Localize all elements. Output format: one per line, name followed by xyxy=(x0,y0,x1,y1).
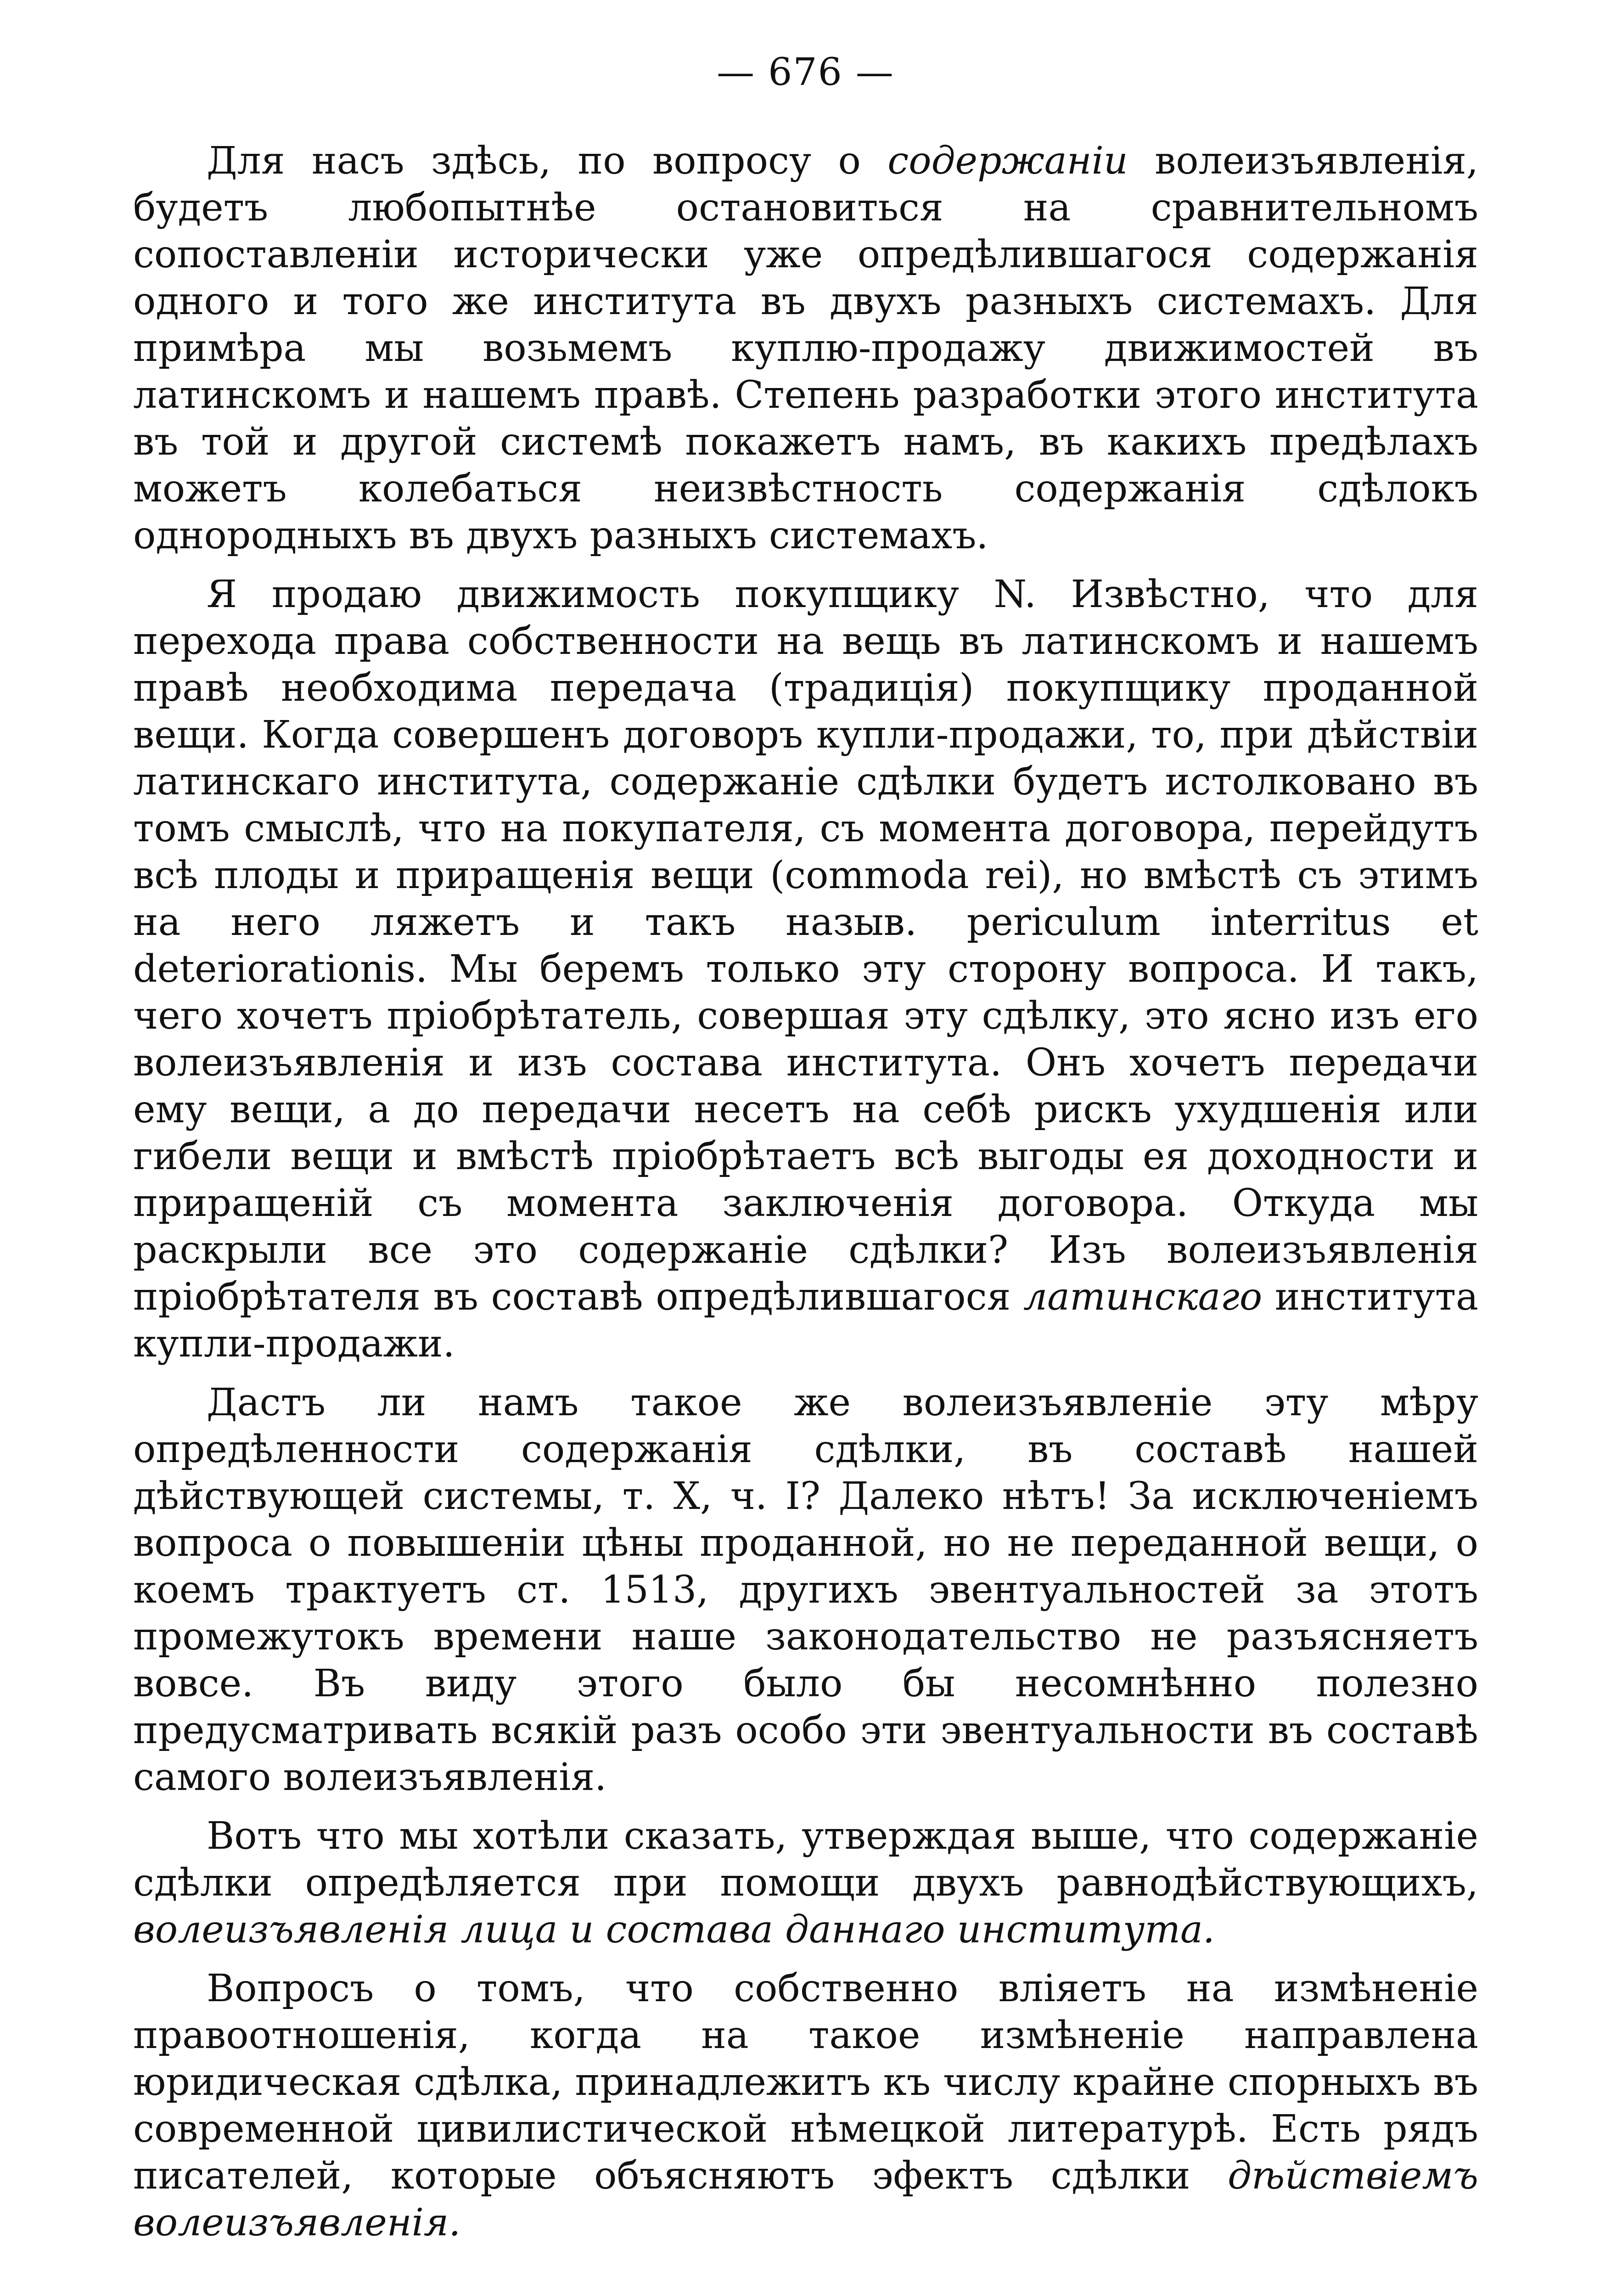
italic-term: дѣйствіемъ волеизъявленія. xyxy=(133,2154,1478,2245)
paragraph-text: Для насъ здѣсь, по вопросу о xyxy=(207,139,888,183)
paragraph-1 xyxy=(133,138,1478,559)
paragraph-text: института купли-продажи. xyxy=(133,1275,1478,1366)
paragraph-text: Дастъ ли намъ такое же волеизъявленіе эту мѣру опредѣленности содержанія сдѣлки, въ составѣ нашей дѣйствующей системы, т. X, ч. I? Далеко нѣтъ! За исключеніемъ вопроса о повышеніи цѣны проданной, но не переданной вещи, о коемъ трактуетъ ст. 1513, другихъ эвентуальностей за этотъ промежутокъ времени наше законодательство не разъясняетъ вовсе. Въ виду этого было бы несомнѣнно полезно предусматривать всякій разъ особо эти эвентуальности въ составѣ самого волеизъявленія. xyxy=(133,1381,1478,1799)
italic-term: латинскаго xyxy=(1023,1275,1263,1319)
page-number: — 676 — xyxy=(717,51,894,94)
paragraph-2 xyxy=(133,571,1478,1367)
italic-term: содержаніи xyxy=(887,139,1128,183)
paragraph-5 xyxy=(133,1965,1478,2246)
paragraph-text: волеизъявленія, будетъ любопытнѣе остановиться на сравнительномъ сопоставленіи исторически уже опредѣлившагося содержанія одного и того же института въ двухъ разныхъ системахъ. Для примѣра мы возьмемъ куплю-продажу движимостей въ латинскомъ и нашемъ правѣ. Степень разработки этого института въ той и другой системѣ покажетъ намъ, въ какихъ предѣлахъ можетъ колебаться неизвѣстность содержанія сдѣлокъ однородныхъ въ двухъ разныхъ системахъ. xyxy=(133,139,1478,557)
paragraph-4 xyxy=(133,1813,1478,1953)
paragraph-text: Вотъ что мы хотѣли сказать, утверждая выше, что содержаніе сдѣлки опредѣляется при помощи двухъ равнодѣйствующихъ, xyxy=(133,1814,1478,1905)
paragraph-text: Вопросъ о томъ, что собственно вліяетъ на измѣненіе правоотношенія, когда на такое измѣненіе направлена юридическая сдѣлка, принадлежитъ къ числу крайне спорныхъ въ современной цивилистической нѣмецкой литературѣ. Есть рядъ писателей, которые объясняютъ эфектъ сдѣлки xyxy=(133,1967,1478,2198)
italic-term: волеизъявленія лица и состава даннаго института. xyxy=(133,1908,1215,1952)
paragraph-3 xyxy=(133,1379,1478,1801)
body-text xyxy=(133,138,1478,2258)
paragraph-text: Я продаю движимость покупщику N. Извѣстно, что для перехода права собственности на вещь въ латинскомъ и нашемъ правѣ необходима передача (традиція) покупщику проданной вещи. Когда совершенъ договоръ купли-продажи, то, при дѣйствіи латинскаго института, содержаніе сдѣлки будетъ истолковано въ томъ смыслѣ, что на покупателя, съ момента договора, перейдутъ всѣ плоды и приращенія вещи (commoda rei), но вмѣстѣ съ этимъ на него ляжетъ и такъ назыв. periculum interritus et deteriorationis. Мы беремъ только эту сторону вопроса. И такъ, чего хочетъ пріобрѣтатель, совершая эту сдѣлку, это ясно изъ его волеизъявленія и изъ состава института. Онъ хочетъ передачи ему вещи, а до передачи несетъ на себѣ рискъ ухудшенія или гибели вещи и вмѣстѣ пріобрѣтаетъ всѣ выгоды ея доходности и приращеній съ момента заключенія договора. Откуда мы раскрыли все это содержаніе сдѣлки? Изъ волеизъявленія пріобрѣтателя въ составѣ опредѣлившагося xyxy=(133,573,1478,1319)
